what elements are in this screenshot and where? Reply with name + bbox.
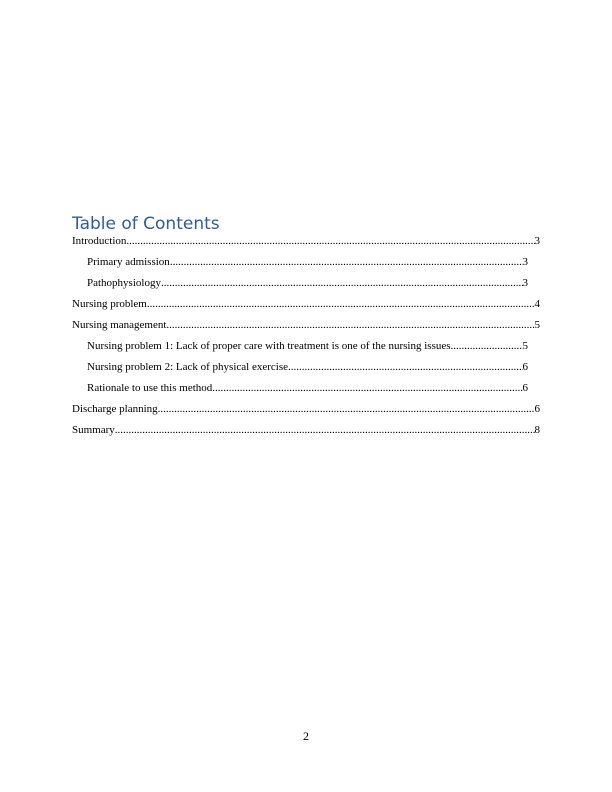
toc-entry-label: Nursing problem 2: Lack of physical exercise [87,361,288,373]
toc-entry-page: 3 [534,235,540,247]
toc-entry-page: 8 [534,424,540,436]
dot-leader [126,234,534,248]
toc-entry-page: 5 [522,340,528,352]
toc-entry-nursing-problem[interactable] [72,297,540,311]
toc-entry-label: Introduction [72,235,127,247]
toc-entry-label: Discharge planning [72,403,158,415]
toc-entry-primary-admission[interactable] [72,255,528,269]
dot-leader [115,423,535,437]
toc-entry-label: Primary admission [87,256,170,268]
toc-entry-discharge-planning[interactable] [72,402,540,416]
toc-entry-rationale[interactable] [72,381,528,395]
toc-entry-page: 6 [534,403,540,415]
toc-entry-page: 6 [522,361,528,373]
dot-leader [166,318,534,332]
dot-leader [147,297,535,311]
toc-list [72,234,542,444]
dot-leader [212,381,522,395]
page-number: 2 [303,729,309,743]
toc-entry-page: 5 [534,319,540,331]
dot-leader [288,360,523,374]
toc-entry-label: Summary [72,424,115,436]
toc-entry-pathophysiology[interactable] [72,276,528,290]
dot-leader [170,255,523,269]
toc-entry-introduction[interactable] [72,234,540,248]
toc-entry-nursing-problem-2[interactable] [72,360,528,374]
toc-heading: Table of Contents [72,214,220,234]
toc-entry-nursing-management[interactable] [72,318,540,332]
toc-entry-page: 6 [522,382,528,394]
toc-entry-label: Nursing problem 1: Lack of proper care with treatment is one of the nursing issues [87,340,451,352]
dot-leader [161,276,523,290]
dot-leader [451,339,523,353]
toc-entry-page: 4 [534,298,540,310]
toc-entry-label: Nursing problem [72,298,147,310]
toc-entry-page: 3 [522,277,528,289]
toc-entry-label: Pathophysiology [87,277,161,289]
toc-entry-summary[interactable] [72,423,540,437]
dot-leader [158,402,535,416]
toc-entry-label: Nursing management [72,319,167,331]
toc-entry-page: 3 [522,256,528,268]
toc-entry-nursing-problem-1[interactable] [72,339,528,353]
toc-entry-label: Rationale to use this method [87,382,213,394]
